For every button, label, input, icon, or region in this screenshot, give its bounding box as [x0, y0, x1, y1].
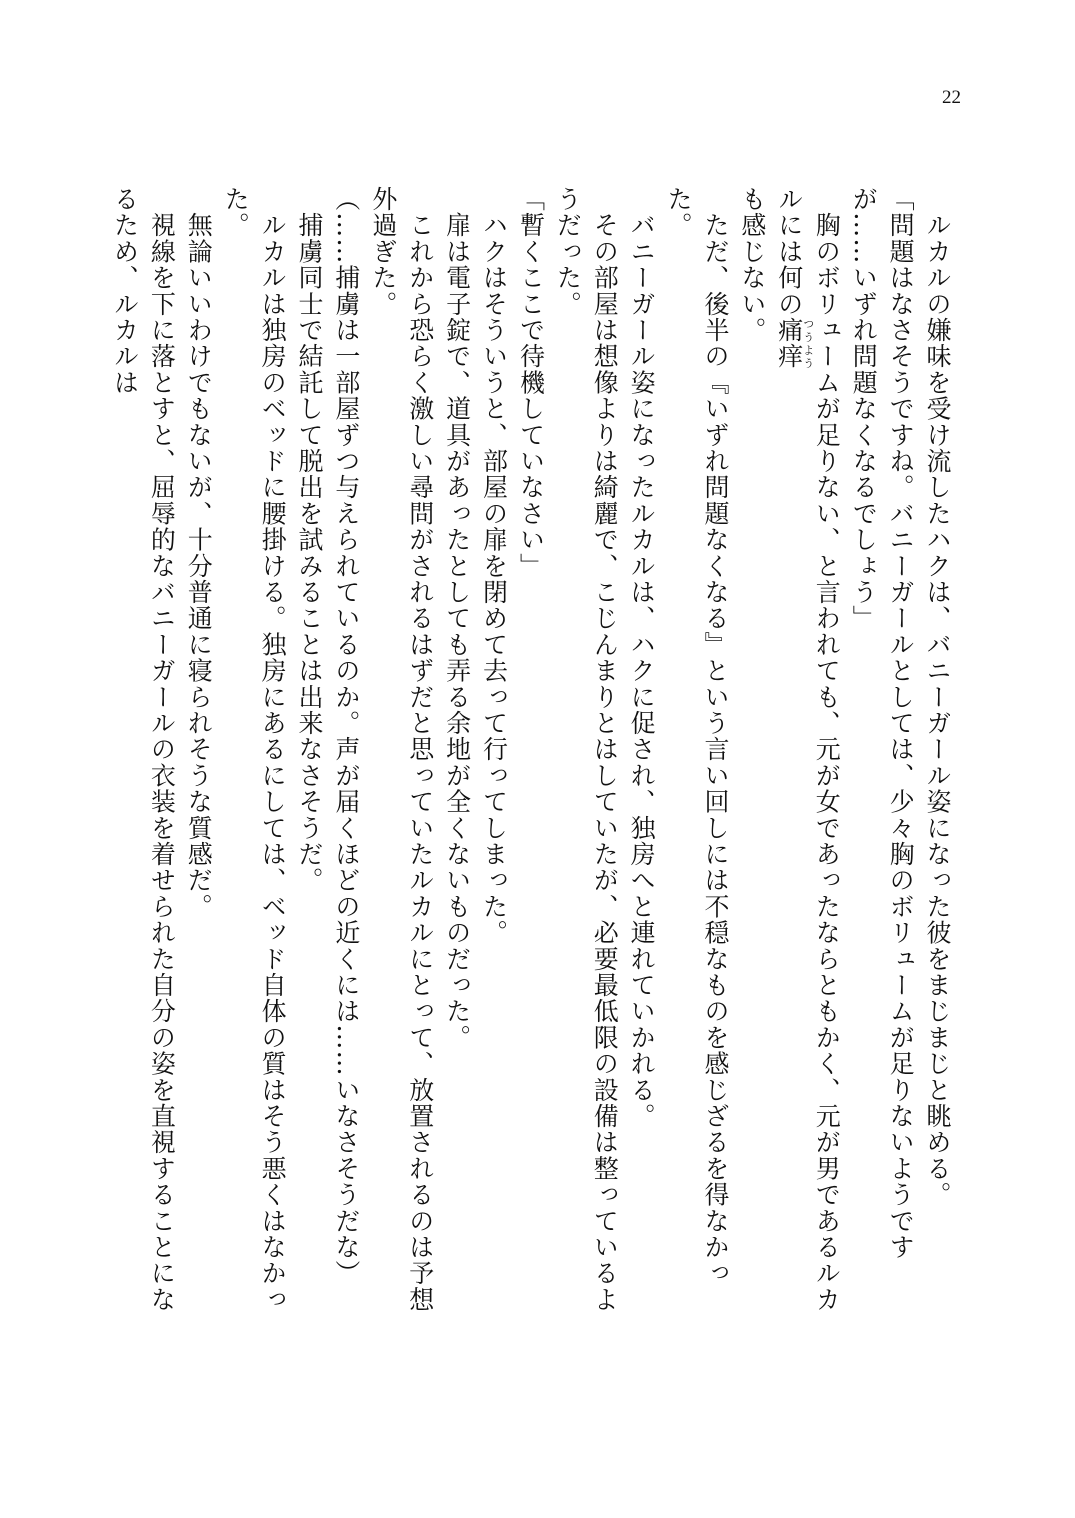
paragraph-text: 胸のボリュームが足りない、と言われても、元が女であったならともかく、元が男であるルカルには何の: [774, 186, 842, 1313]
page-number: 22: [942, 87, 961, 108]
paragraph: これから恐らく激しい尋問がされるはずだと思っていたルカルにとって、放置されるのは予想外過ぎた。: [368, 186, 435, 1313]
paragraph: バニーガール姿になったルカルは、ハクに促され、独房へと連れていかれる。: [627, 186, 657, 1130]
ruby-reading: つうよう: [801, 317, 815, 370]
ruby-annotation: [774, 317, 815, 370]
paragraph: [770, 186, 844, 1336]
paragraph: ルカルは独房のベッドに腰掛ける。独房にあるにしては、ベッド自体の質はそう悪くはなかった。: [221, 186, 288, 1313]
paragraph: その部屋は想像よりは綺麗で、こじんまりとはしていたが、必要最低限の設備は整っているようだった。: [553, 186, 620, 1313]
paragraph: 無論いいわけでもないが、十分普通に寝られそうな質感だ。: [184, 186, 214, 920]
paragraph: 「暫くここで待機していなさい」: [516, 186, 546, 579]
body-text: [110, 186, 955, 1336]
paragraph: 「問題はなさそうですね。バニーガールとしては、少々胸のボリュームが足りないようですが……いずれ問題なくなるでしょう」: [849, 186, 916, 1261]
paragraph: ハクはそういうと、部屋の扉を閉めて去って行ってしまった。: [479, 186, 509, 946]
paragraph: 視線を下に落とすと、屈辱的なバニーガールの衣装を着せられた自分の姿を直視することになるため、ルカルは: [110, 186, 177, 1313]
paragraph: 捕虜同士で結託して脱出を試みることは出来なさそうだ。: [295, 186, 324, 894]
paragraph: ルカルの嫌味を受け流したハクは、バニーガール姿になった彼をまじまじと眺める。: [923, 186, 952, 1208]
paragraph: 扉は電子錠で、道具があったとしても弄る余地が全くないものだった。: [442, 186, 472, 1051]
ruby-base: 痛痒: [774, 317, 804, 370]
paragraph: も感じない。: [737, 186, 767, 344]
paragraph: ただ、後半の『いずれ問題なくなる』という言い回しには不穏なものを感じざるを得なかった。: [664, 186, 730, 1287]
paragraph: （……捕虜は一部屋ずつ与えられているのか。声が届くほどの近くには……いなさそうだな）: [331, 186, 361, 1287]
